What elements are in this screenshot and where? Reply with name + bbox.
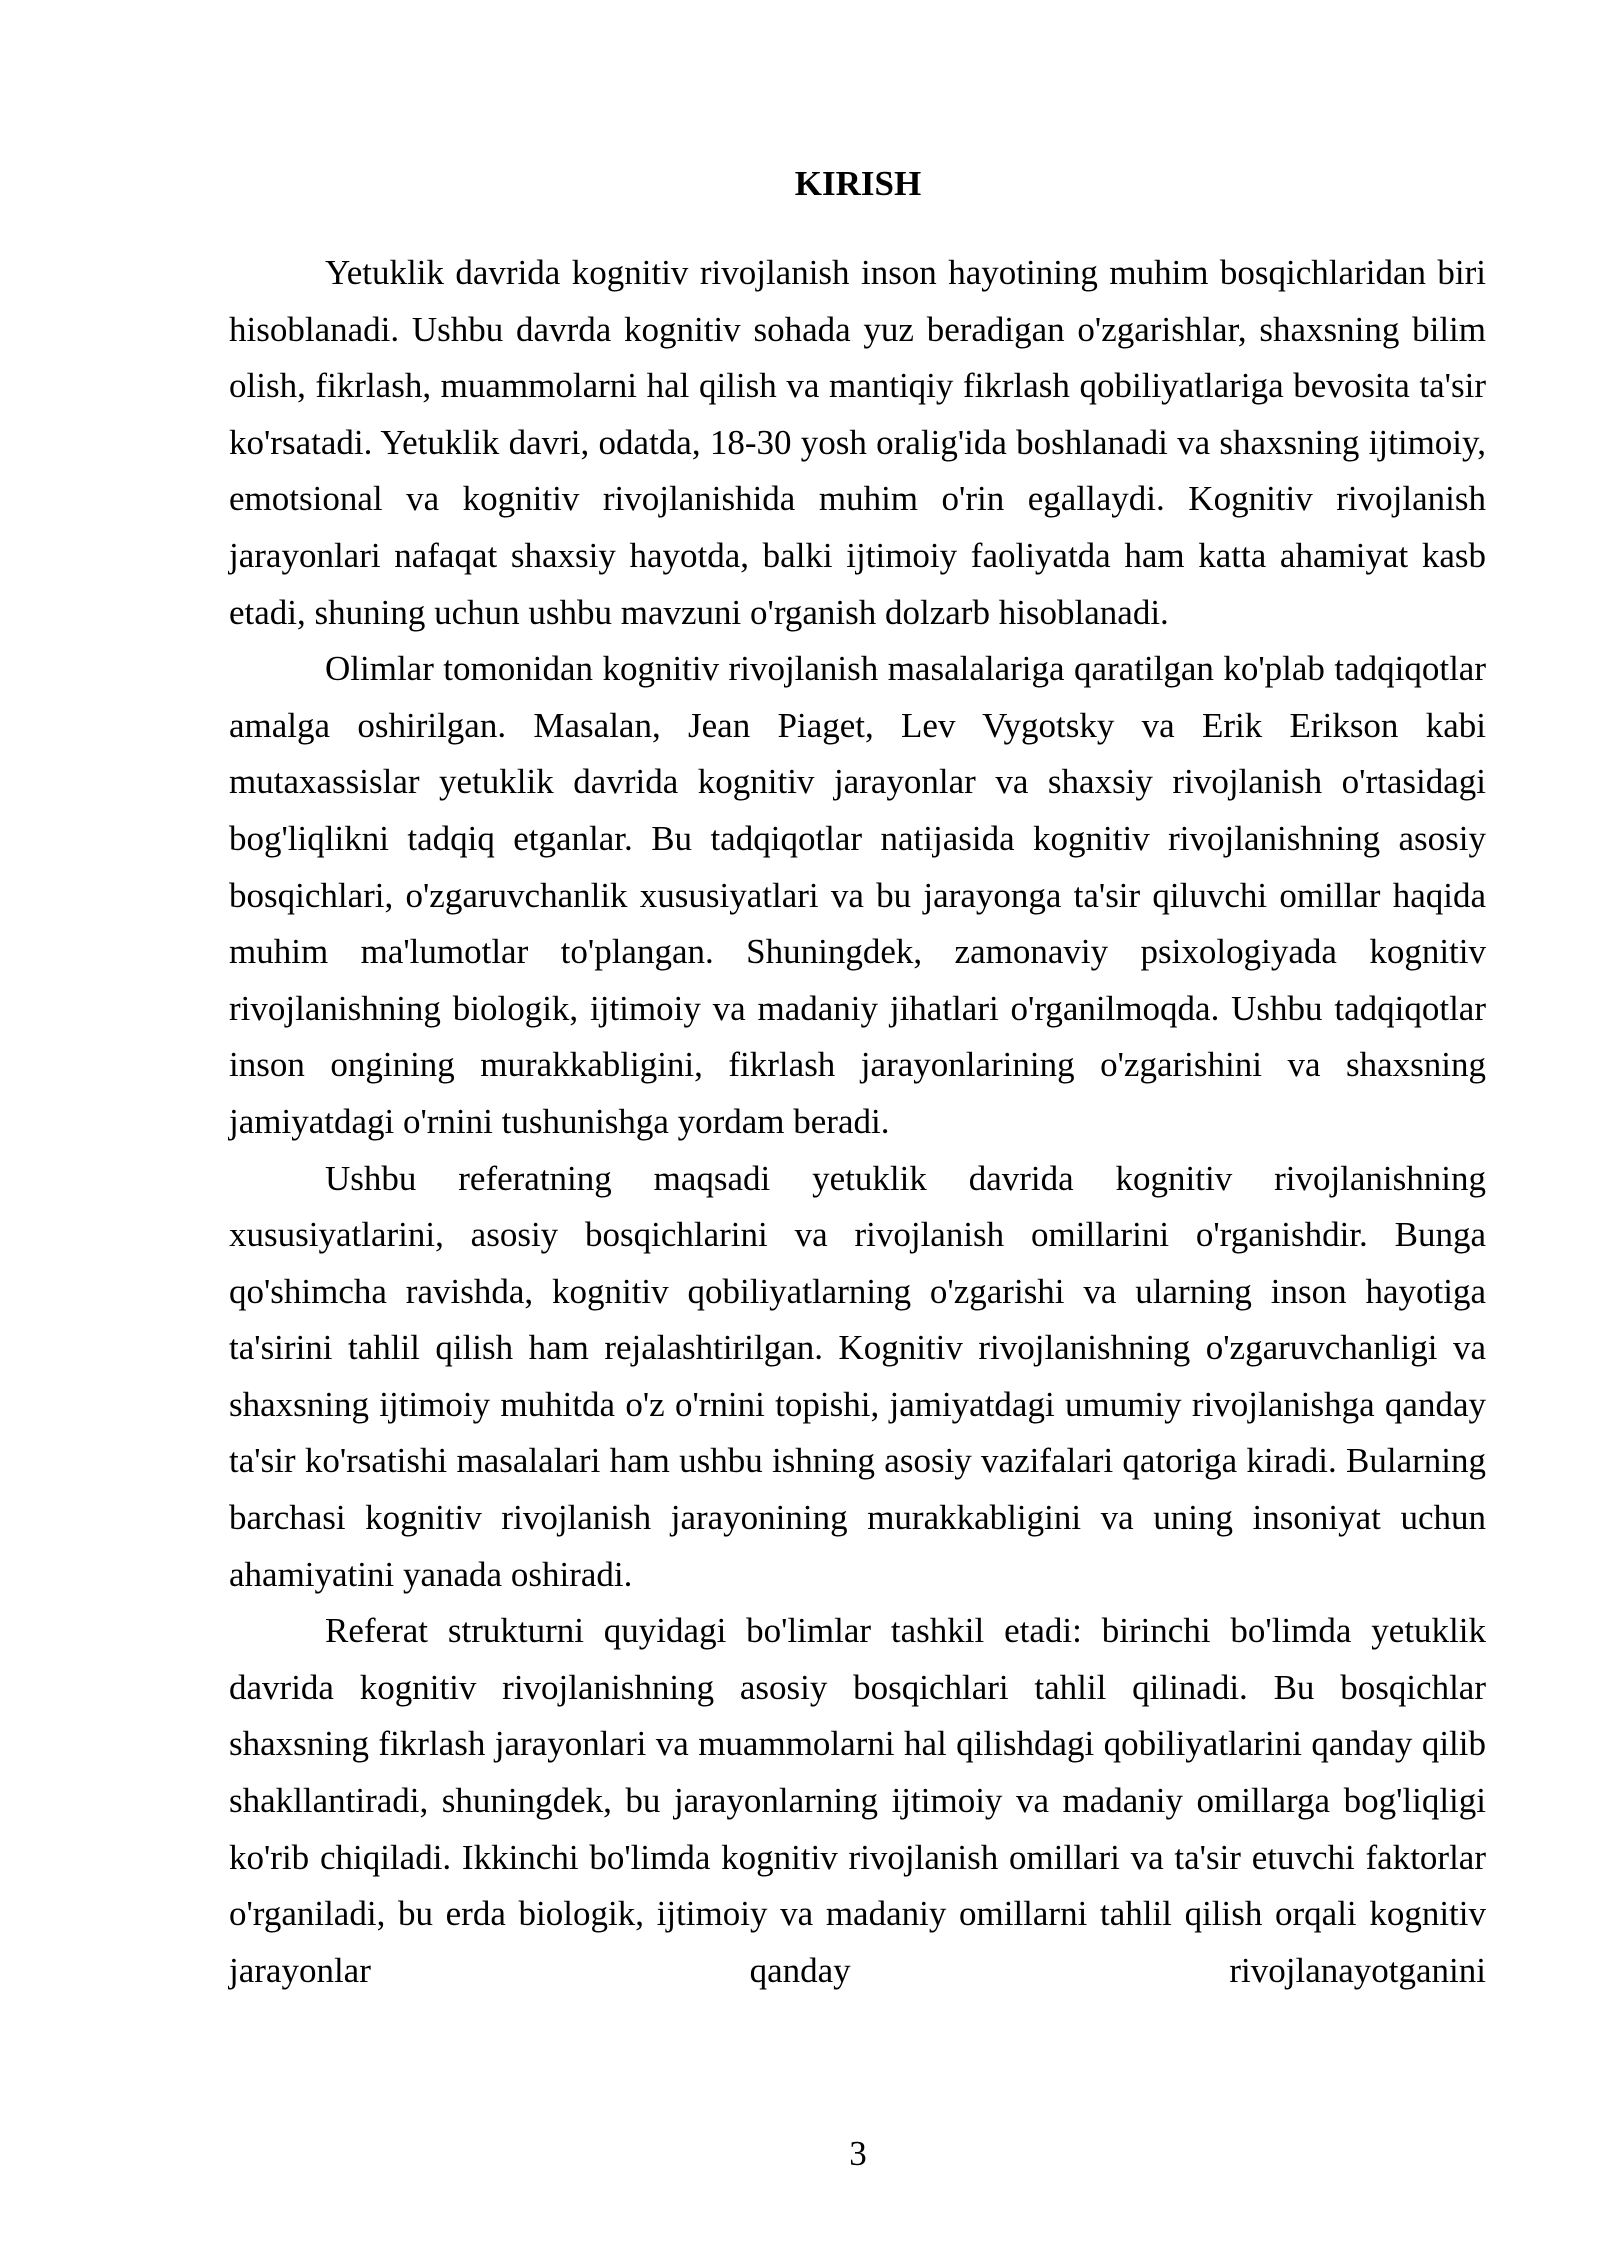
paragraph-3: Ushbu referatning maqsadi yetuklik davrida kognitiv rivojlanishning xususiyatlarini, asosiy bosqichlarini va rivojlanish omillarini o'rganishdir. Bunga qo'shimcha ravishda, kognitiv qobiliyatlarning o'zgarishi va ularning inson hayotiga ta'sirini tahlil qilish ham rejalashtirilgan. Kognitiv rivojlanishning o'zgaruvchanligi va shaxsning ijtimoiy muhitda o'z o'rnini topishi, jamiyatdagi umumiy rivojlanishga qanday ta'sir ko'rsatishi masalalari ham ushbu ishning asosiy vazifalari qatoriga kiradi. Bularning barchasi kognitiv rivojlanish jarayonining murakkabligini va uning insoniyat uchun ahamiyatini yanada oshiradi. xyxy=(229,1158,1486,1594)
paragraph-2: Olimlar tomonidan kognitiv rivojlanish masalalariga qaratilgan ko'plab tadqiqotlar amalga oshirilgan. Masalan, Jean Piaget, Lev Vygotsky va Erik Erikson kabi mutaxassislar yetuklik davrida kognitiv jarayonlar va shaxsiy rivojlanish o'rtasidagi bog'liqlikni tadqiq etganlar. Bu tadqiqotlar natijasida kognitiv rivojlanishning asosiy bosqichlari, o'zgaruvchanlik xususiyatlari va bu jarayonga ta'sir qiluvchi omillar haqida muhim ma'lumotlar to'plangan. Shuningdek, zamonaviy psixologiyada kognitiv rivojlanishning biologik, ijtimoiy va madaniy jihatlari o'rganilmoqda. Ushbu tadqiqotlar inson ongining murakkabligini, fikrlash jarayonlarining o'zgarishini va shaxsning jamiyatdagi o'rnini tushunishga yordam beradi. xyxy=(229,649,1486,1141)
body-text xyxy=(229,245,1486,1999)
paragraph-1: Yetuklik davrida kognitiv rivojlanish inson hayotining muhim bosqichlaridan biri hisoblanadi. Ushbu davrda kognitiv sohada yuz beradigan o'zgarishlar, shaxsning bilim olish, fikrlash, muammolarni hal qilish va mantiqiy fikrlash qobiliyatlariga bevosita ta'sir ko'rsatadi. Yetuklik davri, odatda, 18-30 yosh oralig'ida boshlanadi va shaxsning ijtimoiy, emotsional va kognitiv rivojlanishida muhim o'rin egallaydi. Kognitiv rivojlanish jarayonlari nafaqat shaxsiy hayotda, balki ijtimoiy faoliyatda ham katta ahamiyat kasb etadi, shuning uchun ushbu mavzuni o'rganish dolzarb hisoblanadi. xyxy=(229,253,1486,632)
paragraph-4: Referat strukturni quyidagi bo'limlar tashkil etadi: birinchi bo'limda yetuklik davrida kognitiv rivojlanishning asosiy bosqichlari tahlil qilinadi. Bu bosqichlar shaxsning fikrlash jarayonlari va muammolarni hal qilishdagi qobiliyatlarini qanday qilib shakllantiradi, shuningdek, bu jarayonlarning ijtimoiy va madaniy omillarga bog'liqligi ko'rib chiqiladi. Ikkinchi bo'limda kognitiv rivojlanish omillari va ta'sir etuvchi faktorlar o'rganiladi, bu erda biologik, ijtimoiy va madaniy omillarni tahlil qilish orqali kognitiv jarayonlar qanday rivojlanayotganini xyxy=(229,1611,1486,1990)
section-title: KIRISH xyxy=(794,164,922,203)
page-number: 3 xyxy=(849,2134,867,2173)
